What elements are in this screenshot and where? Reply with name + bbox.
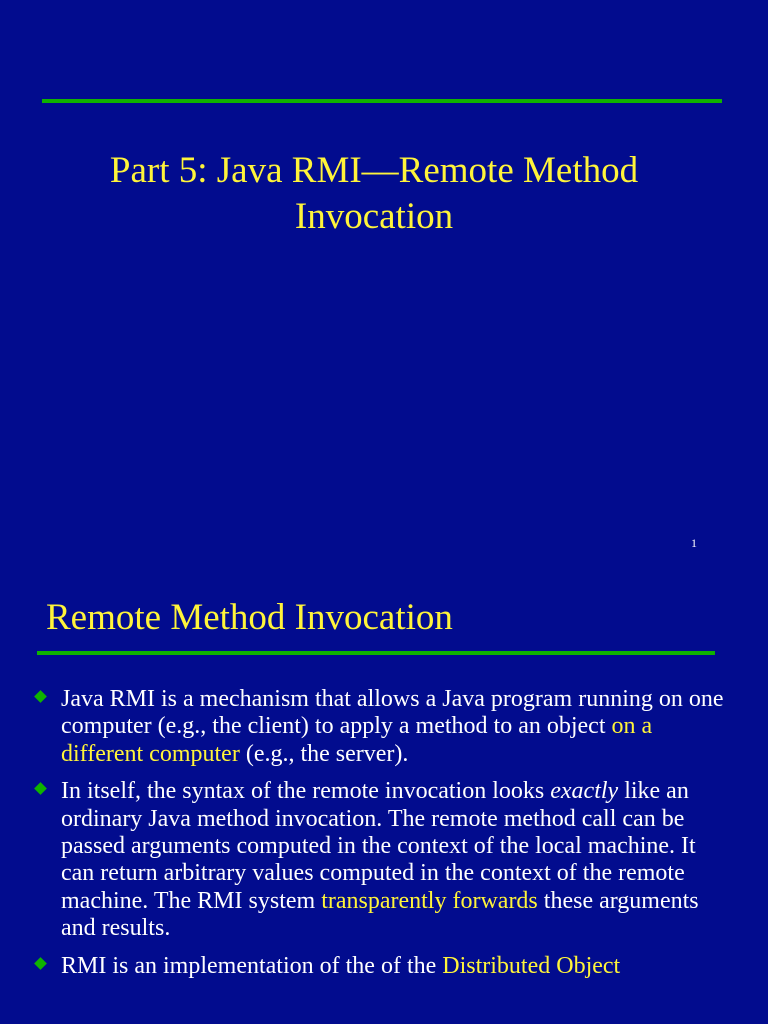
bullet-text: RMI is an implementation of the of the [61,952,443,979]
bullet-item [0,686,768,768]
top-divider [42,99,722,103]
highlighted-text: Distributed Object [442,952,621,979]
highlighted-text: transparently forwards [321,887,538,914]
bullet-list [0,686,768,990]
diamond-bullet-icon [34,957,47,970]
slide-title [40,148,708,240]
italic-text: exactly [550,778,619,805]
bullet-text: like an ordinary Java method invocation. The remote method call can be passed arguments computed in the context of the local machine. It can return arbitrary values computed in the context of the remote machine. The RMI system [61,778,696,914]
page-number: 1 [691,536,697,550]
slide-title-line-1: Part 5: Java RMI—Remote Method [109,150,639,191]
slide-2-title: Remote Method Invocation [46,597,453,638]
bullet-text: these arguments and results. [61,887,699,942]
diamond-bullet-icon [34,690,47,703]
bullet-text: In itself, the syntax of the remote invocation looks [61,778,551,805]
title-divider [37,651,715,655]
slide-title-line-2: Invocation [294,196,454,237]
slide-2 [0,576,768,1024]
bullet-item [0,778,768,942]
bullet-text: Java RMI is a mechanism that allows a Java program running on one computer (e.g., the client) to apply a method to an object [61,686,724,740]
bullet-item [0,953,768,980]
highlighted-text: on a different computer [61,713,653,767]
bullet-text: (e.g., the server). [239,740,409,767]
diamond-bullet-icon [34,782,47,795]
